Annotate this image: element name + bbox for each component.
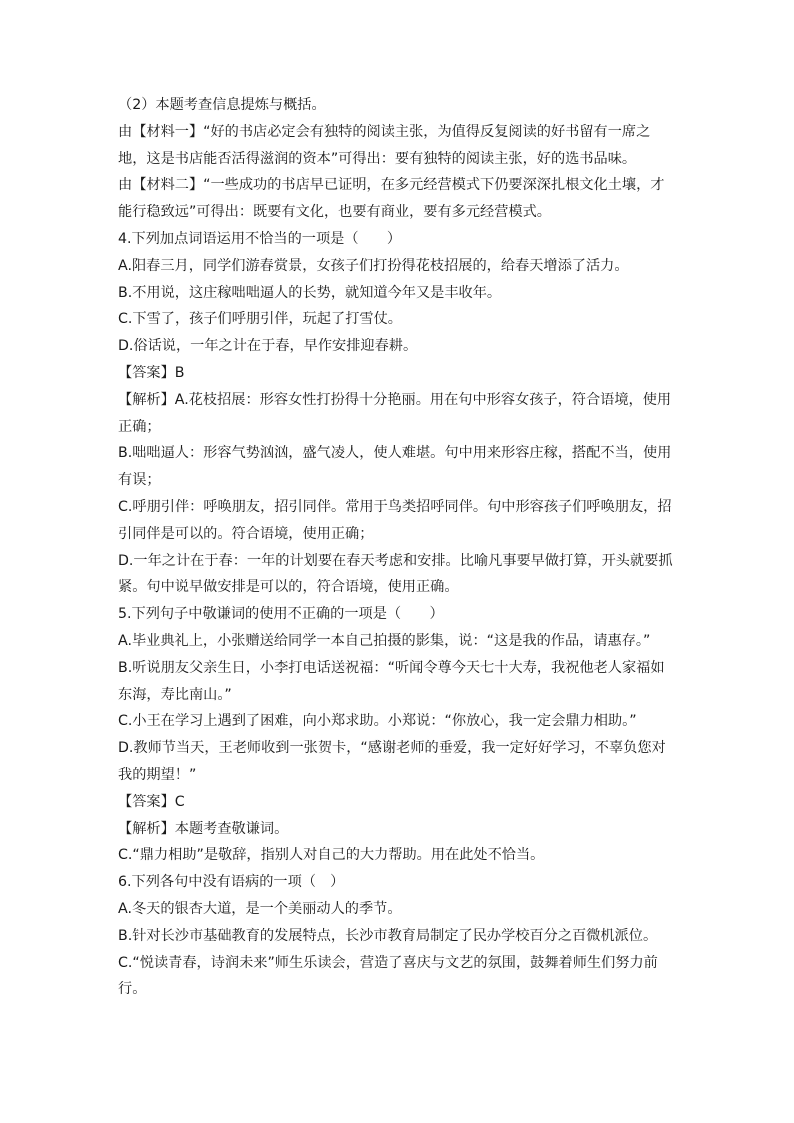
option-line: B.听说朋友父亲生日，小李打电话送祝福：“听闻令尊今天七十大寿，我祝他老人家福如 — [118, 659, 665, 676]
analysis-line: 【解析】A.花枝招展：形容女性打扮得十分艳丽。用在句中形容女孩子，符合语境，使用 — [118, 391, 672, 408]
analysis-line: C.“鼎力相助”是敬辞，指别人对自己的大力帮助。用在此处不恰当。 — [118, 847, 545, 864]
option-line: A.毕业典礼上，小张赠送给同学一本自己拍摄的影集，说：“这是我的作品，请惠存。” — [118, 632, 651, 649]
analysis-line: D.一年之计在于春：一年的计划要在春天考虑和安排。比喻凡事要早做打算，开头就要抓 — [118, 552, 673, 569]
analysis-line: B.咄咄逼人：形容气势汹汹，盛气凌人，使人难堪。句中用来形容庄稼，搭配不当，使用 — [118, 445, 672, 462]
analysis-line: 引同伴是可以的。符合语境，使用正确； — [118, 525, 374, 542]
option-line: C.“悦读青春，诗润未来”师生乐读会，营造了喜庆与文艺的氛围，鼓舞着师生们努力前 — [118, 954, 658, 971]
question-title: 5.下列句子中敬谦词的使用不正确的一项是（ ） — [118, 606, 444, 623]
answer-line: 【答案】C — [118, 793, 185, 810]
option-line: A.冬天的银杏大道，是一个美丽动人的季节。 — [118, 900, 402, 917]
analysis-line: 【解析】本题考查敬谦词。 — [118, 820, 289, 837]
option-line: A.阳春三月，同学们游春赏景，女孩子们打扮得花枝招展的，给春天增添了活力。 — [118, 257, 629, 274]
question-title: 4.下列加点词语运用不恰当的一项是（ ） — [118, 230, 402, 247]
document-body — [118, 92, 678, 1003]
text-line: 能行稳致远”可得出：既要有文化，也要有商业，要有多元经营模式。 — [118, 204, 551, 221]
option-line: C.小王在学习上遇到了困难，向小郑求助。小郑说：“你放心，我一定会鼎力相助。” — [118, 713, 637, 730]
option-line: 东海，寿比南山。” — [118, 686, 232, 703]
analysis-line: 正确； — [118, 418, 161, 435]
option-line: D.教师节当天，王老师收到一张贺卡，“感谢老师的垂爱，我一定好好学习，不辜负您对 — [118, 740, 666, 757]
option-line: 行。 — [118, 981, 147, 998]
question-title: 6.下列各句中没有语病的一项（ ） — [118, 874, 345, 891]
text-line: 地，这是书店能否活得滋润的资本”可得出：要有独特的阅读主张，好的选书品味。 — [118, 150, 637, 167]
option-line: 我的期望！” — [118, 766, 197, 783]
option-line: C.下雪了，孩子们呼朋引伴，玩起了打雪仗。 — [118, 311, 402, 328]
text-line: （2）本题考查信息提炼与概括。 — [118, 97, 326, 113]
analysis-line: 紧。句中说早做安排是可以的，符合语境，使用正确。 — [118, 579, 459, 596]
answer-line: 【答案】B — [118, 364, 185, 381]
text-line: 由【材料二】“一些成功的书店早已证明，在多元经营模式下仍要深深扎根文化土壤，才 — [118, 177, 665, 194]
option-line: D.俗话说，一年之计在于春，早作安排迎春耕。 — [118, 338, 418, 355]
text-line: 由【材料一】“好的书店必定会有独特的阅读主张，为值得反复阅读的好书留有一席之 — [118, 123, 651, 140]
option-line: B.针对长沙市基础教育的发展特点，长沙市教育局制定了民办学校百分之百微机派位。 — [118, 927, 658, 944]
analysis-line: 有误； — [118, 472, 161, 489]
option-line: B.不用说，这庄稼咄咄逼人的长势，就知道今年又是丰收年。 — [118, 284, 502, 301]
analysis-line: C.呼朋引伴：呼唤朋友，招引同伴。常用于鸟类招呼同伴。句中形容孩子们呼唤朋友，招 — [118, 498, 672, 515]
